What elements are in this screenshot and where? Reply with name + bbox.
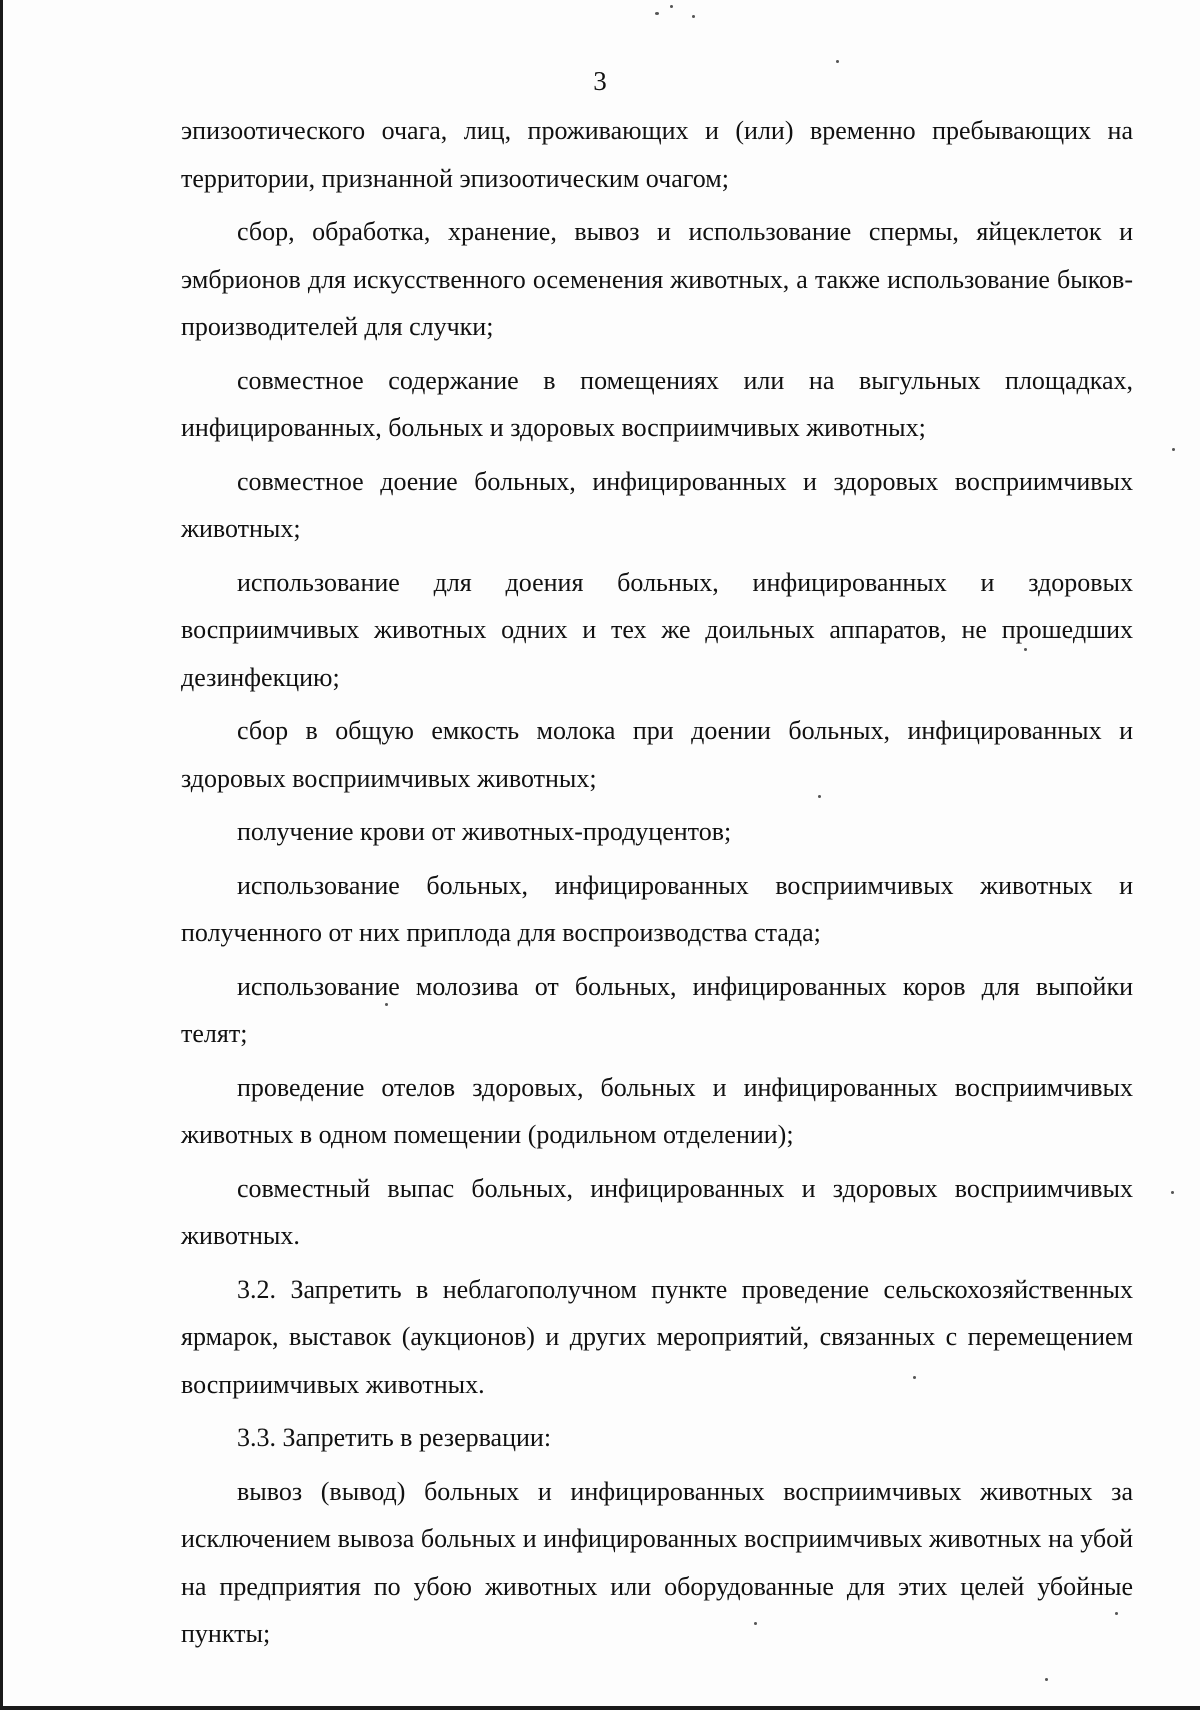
page-number: 3 [593, 66, 607, 96]
scan-speck [1171, 1191, 1174, 1194]
paragraph: эпизоотического очага, лиц, проживающих и (или) временно пребывающих на территории, признанной эпизоотическим очагом; [181, 116, 1133, 193]
paragraph: использование для доения больных, инфицированных и здоровых восприимчивых животных одних и тех же доильных аппаратов, не прошедших дезинфекцию; [181, 567, 1133, 692]
scan-speck [692, 15, 695, 18]
scan-speck [670, 5, 673, 8]
scan-left-edge [0, 0, 3, 1710]
paragraph: вывоз (вывод) больных и инфицированных восприимчивых животных за исключением вывоза больных и инфицированных восприимчивых животных на убой на предприятия по убою животных или оборудованные для этих целей убойные пункты; [181, 1476, 1133, 1648]
paragraph: получение крови от животных-продуцентов; [237, 817, 732, 846]
scan-speck [836, 60, 839, 63]
paragraph: 3.3. Запретить в резервации: [237, 1423, 552, 1452]
paragraph: сбор, обработка, хранение, вывоз и использование спермы, яйцеклеток и эмбрионов для искусственного осеменения животных, а также использование быков-производителей для случки; [181, 217, 1133, 341]
scan-bottom-edge [0, 1706, 1200, 1710]
document-body [181, 107, 1133, 1658]
paragraph: 3.2. Запретить в неблагополучном пункте проведение сельскохозяйственных ярмарок, выставок (аукционов) и других мероприятий, связанных с перемещением восприимчивых животных. [181, 1274, 1133, 1399]
paragraph: совместное доение больных, инфицированных и здоровых восприимчивых животных; [181, 466, 1133, 543]
paragraph: совместное содержание в помещениях или на выгульных площадках, инфицированных, больных и здоровых восприимчивых животных; [181, 365, 1133, 442]
paragraph: использование молозива от больных, инфицированных коров для выпойки телят; [181, 971, 1133, 1048]
paragraph: использование больных, инфицированных восприимчивых животных и полученного от них приплода для воспроизводства стада; [181, 870, 1133, 947]
scan-speck [655, 12, 659, 15]
paragraph: совместный выпас больных, инфицированных и здоровых восприимчивых животных. [181, 1173, 1133, 1250]
paragraph: проведение отелов здоровых, больных и инфицированных восприимчивых животных в одном помещении (родильном отделении); [181, 1072, 1133, 1149]
paragraph: сбор в общую емкость молока при доении больных, инфицированных и здоровых восприимчивых животных; [181, 716, 1133, 793]
scan-speck [1172, 448, 1175, 451]
scan-speck [1045, 1678, 1048, 1681]
